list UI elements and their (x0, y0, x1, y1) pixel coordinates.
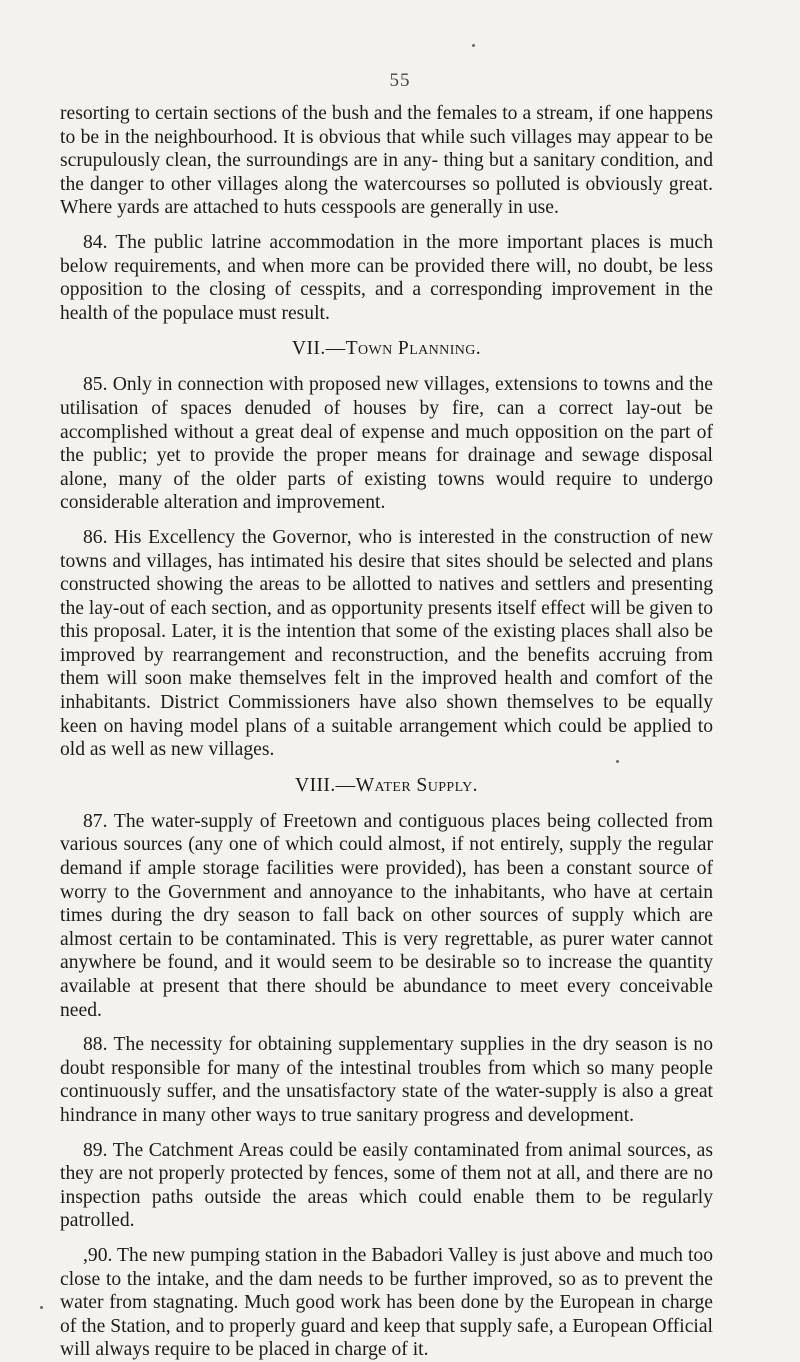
paragraph-88: 88. The necessity for obtaining supplementary supplies in the dry season is no doubt responsible for many of the intestinal troubles from which so many people continuously suffer, and the unsatisfactory state of the water-supply is also a great hindrance in many other ways to true sanitary progress and development. (60, 1034, 713, 1126)
paragraph-89: 89. The Catchment Areas could be easily contaminated from animal sources, as they are not properly protected by fences, some of them not at all, and there are no inspection paths outside the areas which could enable them to be regularly patrolled. (60, 1139, 713, 1232)
section-heading-water-supply: VIII.—Water Supply. (295, 774, 478, 796)
paragraph-continued: resorting to certain sections of the bush and the females to a stream, if one happens to be in the neighbourhood. It is obvious that while such villages may appear to be scrupulously clean, the surroundings are in any- thing but a sanitary condition, and the danger to other villages along the watercourses so polluted is obviously great. Where yards are attached to huts cesspools are generally in use. (60, 103, 713, 219)
paragraph-85: 85. Only in connection with proposed new villages, extensions to towns and the utilisation of spaces denuded of houses by fire, can a correct lay-out be accomplished without a great deal of expense and much opposition on the part of the public; yet to provide the proper means for drainage and sewage disposal alone, many of the older parts of existing towns would require to undergo considerable alteration and improvement. (60, 374, 713, 514)
print-speck (472, 44, 475, 47)
section-heading-town-planning: VII.—Town Planning. (291, 338, 482, 360)
paragraph-90: ,90. The new pumping station in the Babadori Valley is just above and much too close to the intake, and the dam needs to be further improved, so as to prevent the water from stagnating. Much good work has been done by the European in charge of the Station, and to properly guard and keep that supply safe, a European Official will always require to be placed in charge of it. (60, 1244, 713, 1361)
paragraph-87: 87. The water-supply of Freetown and contiguous places being collected from various sources (any one of which could almost, if not entirely, supply the regular demand if ample storage facilities were provided), has been a constant source of worry to the Government and annoyance to the inhabitants, who have at certain times during the dry season to fall back on other sources of supply which are almost certain to be contaminated. This is very regrettable, as purer water cannot anywhere be found, and it would seem to be desirable so to increase the quantity available at present that there should be abundance to meet every conceivable need. (60, 810, 713, 1021)
print-speck (40, 1306, 43, 1309)
page-number: 55 (389, 70, 411, 91)
paragraph-84: 84. The public latrine accommodation in the more important places is much below requirements, and when more can be provided there will, no doubt, be less opposition to the closing of cesspits, and a corresponding improvement in the health of the populace must result. (60, 231, 713, 324)
text-body (60, 102, 713, 1362)
paragraph-86: 86. His Excellency the Governor, who is interested in the construction of new towns and villages, has intimated his desire that sites should be selected and plans constructed showing the areas to be allotted to natives and settlers and presenting the lay-out of each section, and as opportunity presents itself effect will be given to this proposal. Later, it is the intention that some of the existing places shall also be improved by rearrangement and reconstruction, and the benefits accruing from them will soon make themselves felt in the improved health and comfort of the inhabitants. District Commissioners have also shown themselves to be equally keen on having model plans of a suitable arrangement which could be applied to old as well as new villages. (60, 526, 713, 761)
